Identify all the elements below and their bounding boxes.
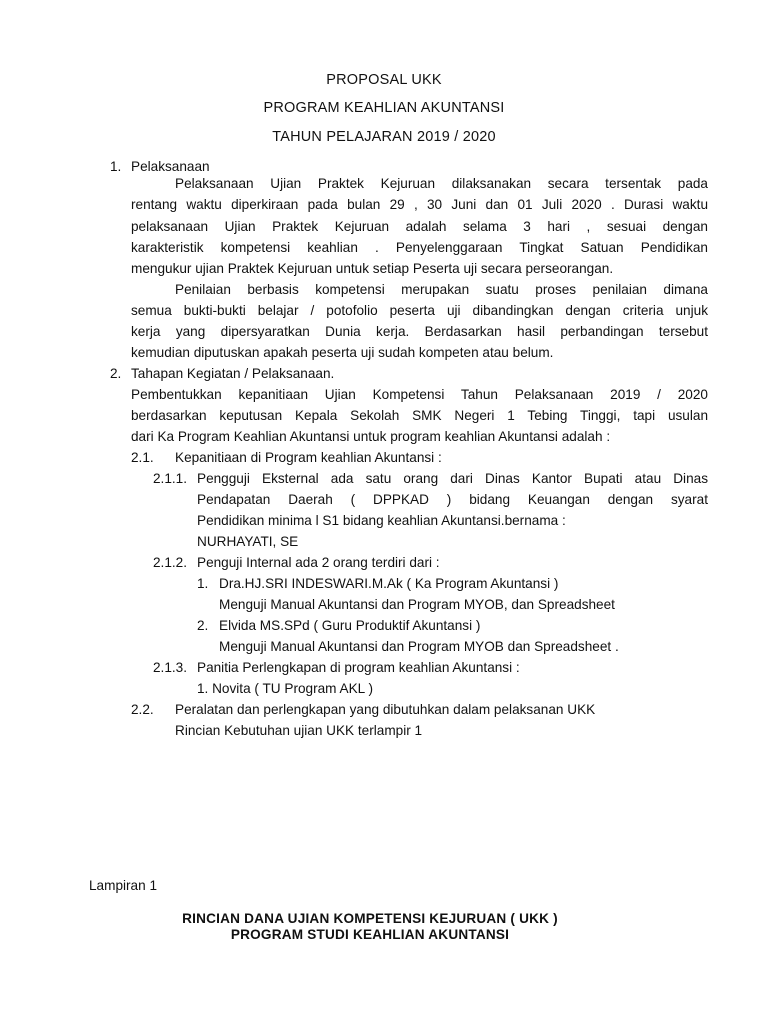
paragraph-line: Pembentukkan kepanitiaan Ujian Kompetensi Tahun Pelaksanaan 2019 / 2020: [131, 387, 708, 402]
section-2-number: 2.: [110, 366, 122, 381]
list-item-name: Dra.HJ.SRI INDESWARI.M.Ak ( Ka Program Akuntansi ): [219, 576, 559, 591]
list-item-number: 2.: [197, 618, 209, 633]
list-item-name: Elvida MS.SPd ( Guru Produktif Akuntansi ): [219, 618, 481, 633]
subsection-2-1-2-number: 2.1.2.: [153, 555, 188, 570]
paragraph-line: Pelaksanaan Ujian Praktek Kejuruan dilaksanakan secara tersentak pada: [175, 176, 708, 191]
academic-year-title: TAHUN PELAJARAN 2019 / 2020: [272, 129, 496, 145]
section-1-number: 1.: [110, 159, 122, 174]
subsection-2-1-3-number: 2.1.3.: [153, 660, 188, 675]
subsection-2-1-1-number: 2.1.1.: [153, 471, 188, 486]
section-2-heading: Tahapan Kegiatan / Pelaksanaan.: [131, 366, 335, 381]
subsection-2-1-2-text: Penguji Internal ada 2 orang terdiri dari :: [197, 555, 440, 570]
list-item: 1. Novita ( TU Program AKL ): [197, 681, 374, 696]
appendix-label: Lampiran 1: [89, 878, 158, 893]
subsection-2-1-text: Kepanitiaan di Program keahlian Akuntansi :: [175, 450, 442, 465]
paragraph-line: karakteristik kompetensi keahlian . Penyelenggaraan Tingkat Satuan Pendidikan: [131, 240, 708, 255]
paragraph-line: semua bukti-bukti belajar / potofolio peserta uji dibandingkan dengan criteria unjuk: [131, 303, 708, 318]
paragraph-line: Pendapatan Daerah ( DPPKAD ) bidang Keuangan dengan syarat: [197, 492, 708, 507]
paragraph-line: Penilaian berbasis kompetensi merupakan suatu proses penilaian dimana: [175, 282, 708, 297]
paragraph-line: berdasarkan keputusan Kepala Sekolah SMK Negeri 1 Tebing Tinggi, tapi usulan: [131, 408, 708, 423]
paragraph-line: rentang waktu diperkiraan pada bulan 29 , 30 Juni dan 01 Juli 2020 . Durasi waktu: [131, 197, 708, 212]
subsection-2-1-3-text: Panitia Perlengkapan di program keahlian Akuntansi :: [197, 660, 520, 675]
appendix-title: RINCIAN DANA UJIAN KOMPETENSI KEJURUAN ( UKK ): [182, 911, 558, 926]
section-1-heading: Pelaksanaan: [131, 159, 210, 174]
paragraph-line: NURHAYATI, SE: [197, 534, 299, 549]
paragraph-line: Pendidikan minima l S1 bidang keahlian Akuntansi.bernama :: [197, 513, 566, 528]
list-item-desc: Menguji Manual Akuntansi dan Program MYOB, dan Spreadsheet: [219, 597, 615, 612]
paragraph-line: pelaksanaan Ujian Praktek Kejuruan adalah selama 3 hari , sesuai dengan: [131, 219, 708, 234]
paragraph-line: kemudian diputuskan apakah peserta uji sudah kompeten atau belum.: [131, 345, 554, 360]
paragraph-line: Pengguji Eksternal ada satu orang dari Dinas Kantor Bupati atau Dinas: [197, 471, 708, 486]
paragraph-line: mengukur ujian Praktek Kejuruan untuk setiap Peserta uji secara perseorangan.: [131, 261, 614, 276]
document-title: PROPOSAL UKK: [326, 72, 442, 88]
paragraph-line: kerja yang dipersyaratkan Dunia kerja. Berdasarkan hasil perbandingan tersebut: [131, 324, 708, 339]
list-item-number: 1.: [197, 576, 209, 591]
list-item-desc: Menguji Manual Akuntansi dan Program MYOB dan Spreadsheet .: [219, 639, 619, 654]
program-title: PROGRAM KEAHLIAN AKUNTANSI: [263, 100, 505, 116]
subsection-2-1-number: 2.1.: [131, 450, 154, 465]
subsection-2-2-text2: Rincian Kebutuhan ujian UKK terlampir 1: [175, 723, 423, 738]
paragraph-line: dari Ka Program Keahlian Akuntansi untuk program keahlian Akuntansi adalah :: [131, 429, 611, 444]
appendix-subtitle: PROGRAM STUDI KEAHLIAN AKUNTANSI: [230, 927, 510, 942]
subsection-2-2-text: Peralatan dan perlengkapan yang dibutuhkan dalam pelaksanan UKK: [175, 702, 596, 717]
subsection-2-2-number: 2.2.: [131, 702, 154, 717]
